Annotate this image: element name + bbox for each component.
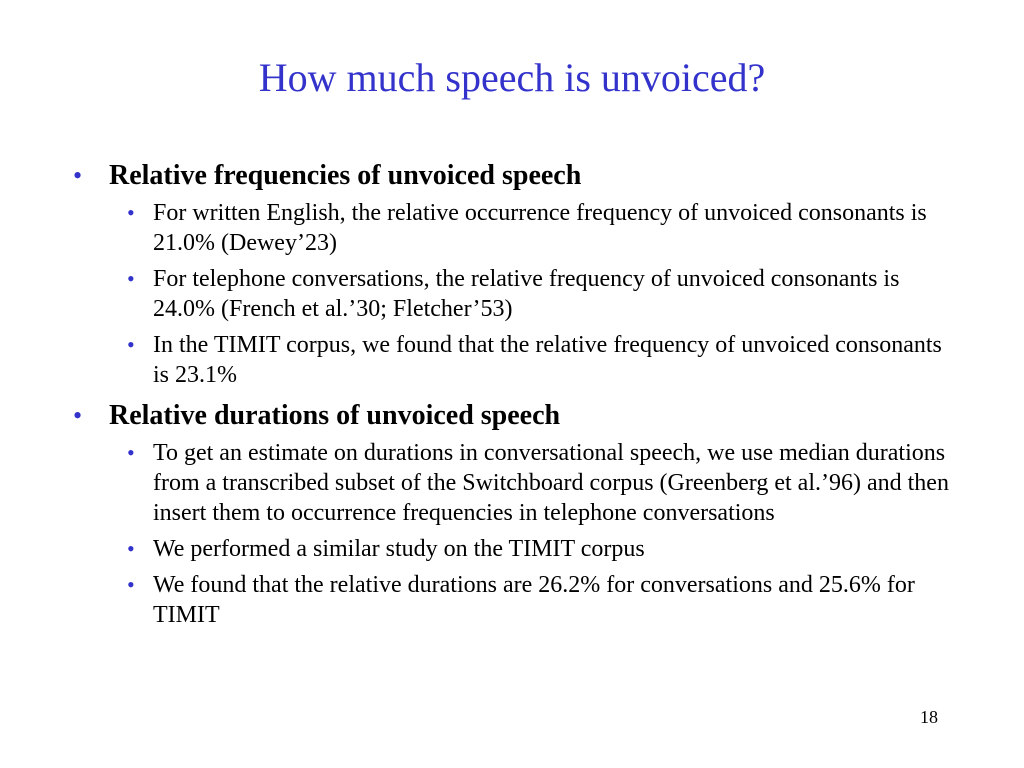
- slide-content: [72, 156, 962, 636]
- sub-bullet-list: [72, 198, 962, 390]
- sub-bullet-list: [72, 438, 962, 630]
- bullet-icon: •: [127, 572, 135, 597]
- slide-title: How much speech is unvoiced?: [258, 55, 766, 100]
- list-item-text: We performed a similar study on the TIMIT corpus: [153, 536, 645, 562]
- section-heading: [72, 156, 962, 196]
- bullet-icon: •: [127, 200, 135, 225]
- bullet-icon: •: [73, 161, 83, 190]
- section-relative-durations: [72, 396, 962, 630]
- list-item: [72, 570, 962, 630]
- list-item-text: For written English, the relative occurrence frequency of unvoiced consonants is 21.0% (Dewey’23): [153, 200, 927, 256]
- list-item: [72, 264, 962, 324]
- list-item-text: We found that the relative durations are 26.2% for conversations and 25.6% for TIMIT: [153, 572, 915, 628]
- list-item-text: In the TIMIT corpus, we found that the relative frequency of unvoiced consonants is 23.1%: [153, 332, 942, 388]
- list-item-text: For telephone conversations, the relative frequency of unvoiced consonants is 24.0% (French et al.’30; Fletcher’53): [153, 266, 900, 322]
- list-item-text: To get an estimate on durations in conversational speech, we use median durations from a transcribed subset of the Switchboard corpus (Greenberg et al.’96) and then insert them to occurrence frequencies in telephone conversations: [153, 440, 949, 526]
- page-number: 18: [920, 707, 938, 727]
- section-heading-text: Relative frequencies of unvoiced speech: [109, 160, 582, 191]
- section-heading: [72, 396, 962, 436]
- list-item: [72, 534, 962, 564]
- bullet-icon: •: [127, 440, 135, 465]
- bullet-icon: •: [73, 401, 83, 430]
- section-relative-frequencies: [72, 156, 962, 390]
- list-item: [72, 438, 962, 528]
- bullet-icon: •: [127, 332, 135, 357]
- section-heading-text: Relative durations of unvoiced speech: [109, 400, 561, 431]
- list-item: [72, 198, 962, 258]
- bullet-icon: •: [127, 266, 135, 291]
- list-item: [72, 330, 962, 390]
- bullet-icon: •: [127, 536, 135, 561]
